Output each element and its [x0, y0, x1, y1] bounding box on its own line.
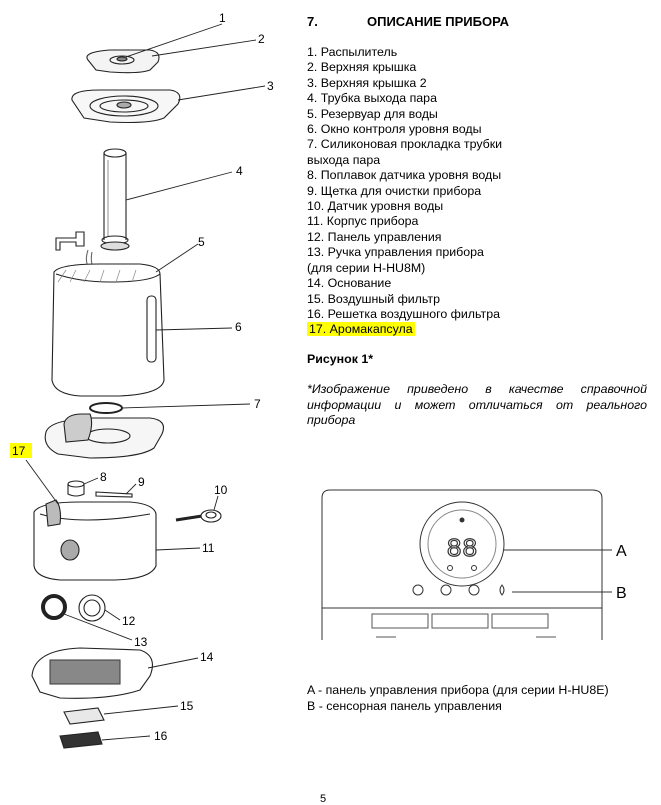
base-part: [32, 648, 152, 698]
part-item-5: 5. Резервуар для воды: [307, 106, 438, 121]
part-item-7-cont: выхода пара: [307, 152, 381, 167]
figure-caption: Рисунок 1*: [307, 352, 374, 366]
diagram-label-13: 13: [134, 635, 148, 649]
section-title: ОПИСАНИЕ ПРИБОРА: [367, 14, 509, 29]
highlighted-part: 17. Аромакапсула: [309, 322, 413, 337]
water-tank-part: [52, 264, 164, 396]
disclaimer-text: *Изображение приведено в качестве справочной информации и может отличаться от реального прибора: [307, 382, 647, 427]
sprayer-part: [87, 50, 159, 73]
diagram-label-14: 14: [200, 650, 214, 664]
body-part: [34, 500, 156, 580]
panel-label-b: B: [616, 585, 627, 602]
part-item-13-cont: (для серии H-HU8M): [307, 260, 426, 275]
control-knob-part: [43, 596, 65, 618]
mist-button-icon[interactable]: [441, 585, 451, 595]
mode-indicator-icon: [448, 566, 453, 571]
part-item-10: 10. Датчик уровня воды: [307, 199, 444, 214]
filter-grid-part: [60, 732, 102, 748]
diagram-label-8: 8: [100, 470, 107, 484]
diagram-label-6: 6: [235, 320, 242, 334]
part-item-16: 16. Решетка воздушного фильтра: [307, 306, 500, 321]
exploded-diagram: [0, 0, 300, 800]
gasket-part: [90, 403, 122, 413]
timer-button-icon[interactable]: [469, 585, 479, 595]
humidity-button-icon[interactable]: [500, 585, 504, 595]
part-item-1: 1. Распылитель: [307, 45, 398, 59]
part-item-13: 13. Ручка управления прибора: [307, 245, 484, 260]
part-item-7: 7. Силиконовая прокладка трубки: [307, 137, 503, 152]
part-item-3: 3. Верхняя крышка 2: [307, 75, 427, 90]
diagram-label-3: 3: [267, 79, 274, 93]
drop-indicator-icon: [460, 518, 464, 522]
display-digits: 88: [446, 534, 478, 564]
page-number: 5: [320, 793, 327, 805]
grille-slot: [372, 614, 428, 628]
diagram-label-10: 10: [214, 483, 228, 497]
diagram-label-11: 11: [202, 541, 215, 555]
diagram-label-2: 2: [258, 32, 265, 46]
part-item-14: 14. Основание: [307, 276, 392, 291]
float-part: [68, 481, 84, 496]
diagram-label-12: 12: [122, 614, 136, 628]
upper-lid-part: [72, 90, 180, 123]
parts-list: [307, 45, 502, 338]
panel-label-a: A: [616, 543, 627, 560]
part-item-8: 8. Поплавок датчика уровня воды: [307, 168, 502, 183]
grille-slot: [432, 614, 488, 628]
diagram-label-4: 4: [236, 164, 243, 178]
grille-slot: [492, 614, 548, 628]
section-number: 7.: [307, 14, 318, 29]
part-item-17: [307, 322, 502, 337]
panel-notes: [307, 683, 609, 714]
part-item-6: 6. Окно контроля уровня воды: [307, 122, 482, 137]
diagram-label-1: 1: [219, 11, 226, 25]
diagram-label-5: 5: [198, 235, 205, 249]
touch-buttons: [413, 585, 504, 595]
control-panel-part: [79, 595, 105, 621]
faucet-icon: [56, 232, 84, 250]
part-item-9: 9. Щетка для очистки прибора: [307, 183, 482, 198]
tank-cover-part: [45, 414, 163, 458]
diagram-label-7: 7: [254, 397, 261, 411]
steam-tube-part: [101, 149, 129, 250]
part-item-2: 2. Верхняя крышка: [307, 60, 417, 75]
part-item-4: 4. Трубка выхода пара: [307, 91, 437, 106]
diagram-label-15: 15: [180, 699, 194, 713]
panel-note-b: B - сенсорная панель управления: [307, 698, 502, 713]
timer-indicator-icon: [472, 566, 477, 571]
part-item-12: 12. Панель управления: [307, 229, 442, 244]
air-filter-part: [64, 708, 104, 724]
part-item-15: 15. Воздушный фильтр: [307, 291, 440, 306]
power-button-icon[interactable]: [413, 585, 423, 595]
level-sensor-part: [176, 510, 221, 522]
brush-part: [96, 492, 132, 497]
diagram-label-16: 16: [154, 729, 168, 743]
diagram-label-9: 9: [138, 475, 145, 489]
control-panel-diagram: [300, 480, 650, 660]
diagram-label-17: 17: [12, 444, 26, 458]
panel-note-a: A - панель управления прибора (для серии H-HU8E): [307, 683, 609, 697]
part-item-11: 11. Корпус прибора: [307, 214, 419, 229]
